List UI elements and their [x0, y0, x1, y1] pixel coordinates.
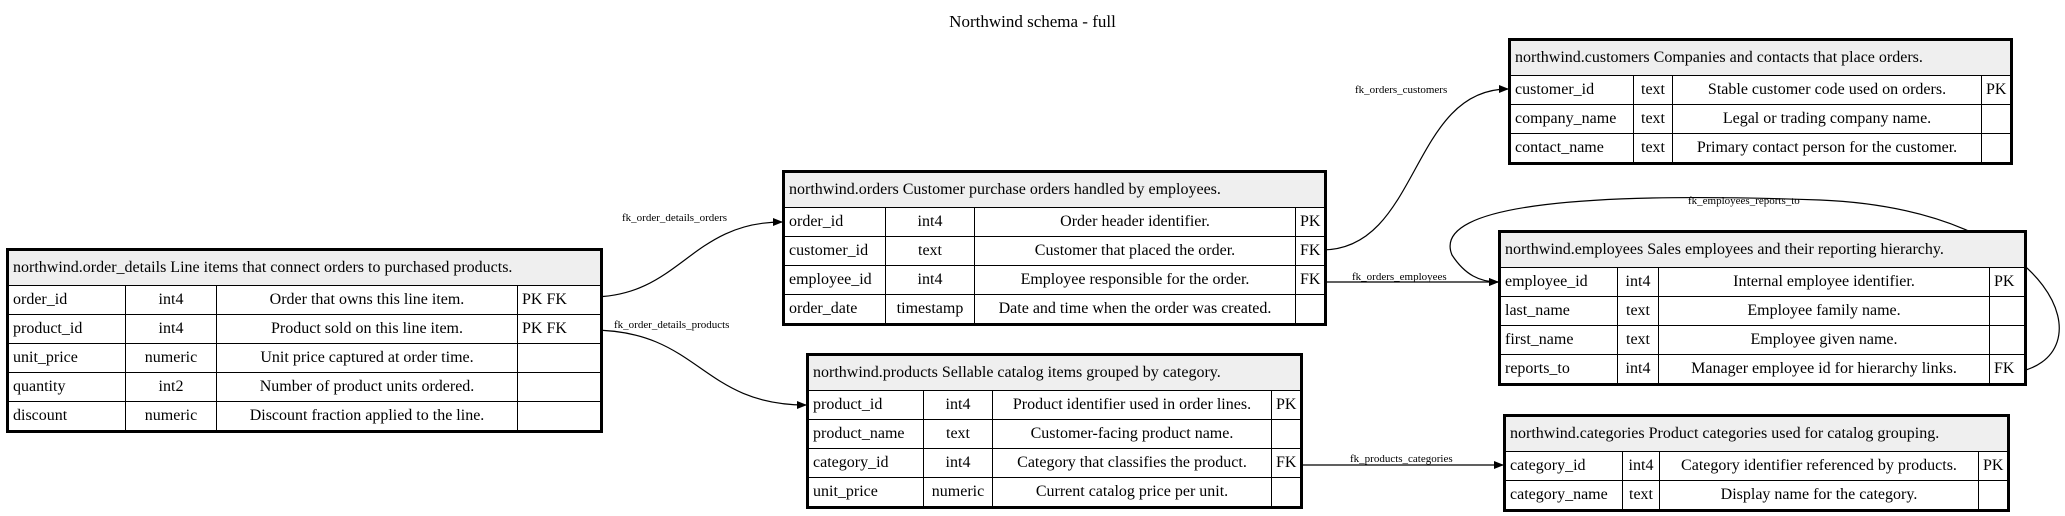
table-row[interactable]: [784, 208, 1326, 237]
column-key: [518, 373, 602, 402]
table-header: northwind.order_details Line items that connect orders to purchased products.: [8, 250, 602, 286]
table-row[interactable]: [784, 237, 1326, 266]
table-row[interactable]: [808, 420, 1302, 449]
column-name: last_name: [1500, 297, 1618, 326]
column-type: int4: [126, 286, 217, 315]
column-key: [1982, 134, 2012, 164]
table-row[interactable]: [8, 315, 602, 344]
column-description: Employee given name.: [1659, 326, 1990, 355]
column-description: Current catalog price per unit.: [993, 478, 1272, 508]
column-description: Unit price captured at order time.: [217, 344, 518, 373]
column-type: int4: [126, 315, 217, 344]
table-customers[interactable]: [1508, 38, 2013, 165]
column-key: FK: [1296, 237, 1326, 266]
table-header: northwind.categories Product categories used for catalog grouping.: [1505, 416, 2009, 452]
column-type: int4: [886, 208, 975, 237]
column-description: Order that owns this line item.: [217, 286, 518, 315]
column-name: category_id: [1505, 452, 1623, 481]
column-name: employee_id: [784, 266, 886, 295]
column-key: [1296, 295, 1326, 325]
table-row[interactable]: [1510, 76, 2012, 105]
edge-label-fk-orders-customers: fk_orders_customers: [1355, 84, 1448, 96]
edge-label-fk-employees-reports-to: fk_employees_reports_to: [1688, 195, 1800, 207]
table-row[interactable]: [1500, 326, 2026, 355]
table-row[interactable]: [1500, 268, 2026, 297]
table-employees[interactable]: [1498, 230, 2027, 386]
table-products[interactable]: [806, 353, 1303, 509]
column-description: Employee family name.: [1659, 297, 1990, 326]
column-type: int4: [924, 391, 993, 420]
column-type: int2: [126, 373, 217, 402]
column-key: [1990, 297, 2026, 326]
table-row[interactable]: [8, 286, 602, 315]
table-order-details[interactable]: [6, 248, 603, 433]
column-description: Product sold on this line item.: [217, 315, 518, 344]
column-key: [1979, 481, 2009, 511]
column-key: PK: [1296, 208, 1326, 237]
table-header: northwind.customers Companies and contacts that place orders.: [1510, 40, 2012, 76]
column-description: Stable customer code used on orders.: [1673, 76, 1982, 105]
table-header: northwind.orders Customer purchase orders handled by employees.: [784, 172, 1326, 208]
column-key: [518, 402, 602, 432]
table-row[interactable]: [8, 402, 602, 432]
edge-label-fk-orders-employees: fk_orders_employees: [1352, 271, 1447, 283]
column-key: [1982, 105, 2012, 134]
column-description: Category identifier referenced by products.: [1660, 452, 1979, 481]
column-key: [1990, 326, 2026, 355]
diagram-title: Northwind schema - full: [949, 12, 1116, 31]
column-type: int4: [1618, 355, 1659, 385]
table-header: northwind.products Sellable catalog items grouped by category.: [808, 355, 1302, 391]
column-description: Primary contact person for the customer.: [1673, 134, 1982, 164]
column-name: unit_price: [8, 344, 126, 373]
column-name: contact_name: [1510, 134, 1634, 164]
column-type: text: [886, 237, 975, 266]
column-key: PK FK: [518, 286, 602, 315]
table-row[interactable]: [1510, 134, 2012, 164]
table-row[interactable]: [784, 295, 1326, 325]
column-name: customer_id: [784, 237, 886, 266]
column-name: discount: [8, 402, 126, 432]
column-description: Manager employee id for hierarchy links.: [1659, 355, 1990, 385]
table-orders[interactable]: [782, 170, 1327, 326]
column-type: int4: [886, 266, 975, 295]
column-name: product_id: [8, 315, 126, 344]
column-type: numeric: [126, 402, 217, 432]
column-description: Legal or trading company name.: [1673, 105, 1982, 134]
column-description: Category that classifies the product.: [993, 449, 1272, 478]
column-description: Number of product units ordered.: [217, 373, 518, 402]
column-key: PK: [1272, 391, 1302, 420]
column-description: Customer that placed the order.: [975, 237, 1296, 266]
column-type: int4: [1618, 268, 1659, 297]
column-name: first_name: [1500, 326, 1618, 355]
table-header: northwind.employees Sales employees and their reporting hierarchy.: [1500, 232, 2026, 268]
table-row[interactable]: [1500, 355, 2026, 385]
table-row[interactable]: [1510, 105, 2012, 134]
column-key: PK: [1982, 76, 2012, 105]
column-type: text: [1634, 105, 1673, 134]
column-key: FK: [1272, 449, 1302, 478]
table-row[interactable]: [808, 391, 1302, 420]
edge-fk-order-details-orders: [591, 222, 782, 297]
table-categories[interactable]: [1503, 414, 2010, 512]
column-name: category_id: [808, 449, 924, 478]
column-key: PK: [1979, 452, 2009, 481]
column-type: text: [1618, 326, 1659, 355]
table-row[interactable]: [808, 449, 1302, 478]
column-key: FK: [1296, 266, 1326, 295]
column-type: text: [1634, 76, 1673, 105]
column-type: text: [1623, 481, 1660, 511]
column-description: Customer-facing product name.: [993, 420, 1272, 449]
edge-fk-order-details-products: [591, 330, 806, 405]
column-key: PK: [1990, 268, 2026, 297]
column-description: Discount fraction applied to the line.: [217, 402, 518, 432]
column-name: product_id: [808, 391, 924, 420]
edge-fk-orders-customers: [1322, 89, 1508, 250]
column-name: unit_price: [808, 478, 924, 508]
column-name: employee_id: [1500, 268, 1618, 297]
column-description: Date and time when the order was created.: [975, 295, 1296, 325]
table-row[interactable]: [808, 478, 1302, 508]
column-name: product_name: [808, 420, 924, 449]
column-type: int4: [1623, 452, 1660, 481]
column-type: text: [1618, 297, 1659, 326]
column-description: Order header identifier.: [975, 208, 1296, 237]
column-key: PK FK: [518, 315, 602, 344]
edge-label-fk-order-details-orders: fk_order_details_orders: [622, 212, 728, 224]
table-row[interactable]: [1500, 297, 2026, 326]
column-name: order_date: [784, 295, 886, 325]
column-type: numeric: [126, 344, 217, 373]
column-name: quantity: [8, 373, 126, 402]
column-type: int4: [924, 449, 993, 478]
table-row[interactable]: [784, 266, 1326, 295]
column-description: Internal employee identifier.: [1659, 268, 1990, 297]
table-row[interactable]: [8, 373, 602, 402]
column-name: customer_id: [1510, 76, 1634, 105]
column-name: company_name: [1510, 105, 1634, 134]
column-name: reports_to: [1500, 355, 1618, 385]
table-row[interactable]: [1505, 481, 2009, 511]
column-description: Employee responsible for the order.: [975, 266, 1296, 295]
column-type: numeric: [924, 478, 993, 508]
column-key: [518, 344, 602, 373]
table-row[interactable]: [1505, 452, 2009, 481]
column-description: Product identifier used in order lines.: [993, 391, 1272, 420]
column-key: [1272, 478, 1302, 508]
column-type: text: [1634, 134, 1673, 164]
column-type: text: [924, 420, 993, 449]
table-row[interactable]: [8, 344, 602, 373]
column-type: timestamp: [886, 295, 975, 325]
column-key: [1272, 420, 1302, 449]
edge-label-fk-products-categories: fk_products_categories: [1350, 453, 1453, 465]
column-key: FK: [1990, 355, 2026, 385]
column-name: category_name: [1505, 481, 1623, 511]
column-description: Display name for the category.: [1660, 481, 1979, 511]
column-name: order_id: [8, 286, 126, 315]
edge-label-fk-order-details-products: fk_order_details_products: [614, 319, 730, 331]
column-name: order_id: [784, 208, 886, 237]
